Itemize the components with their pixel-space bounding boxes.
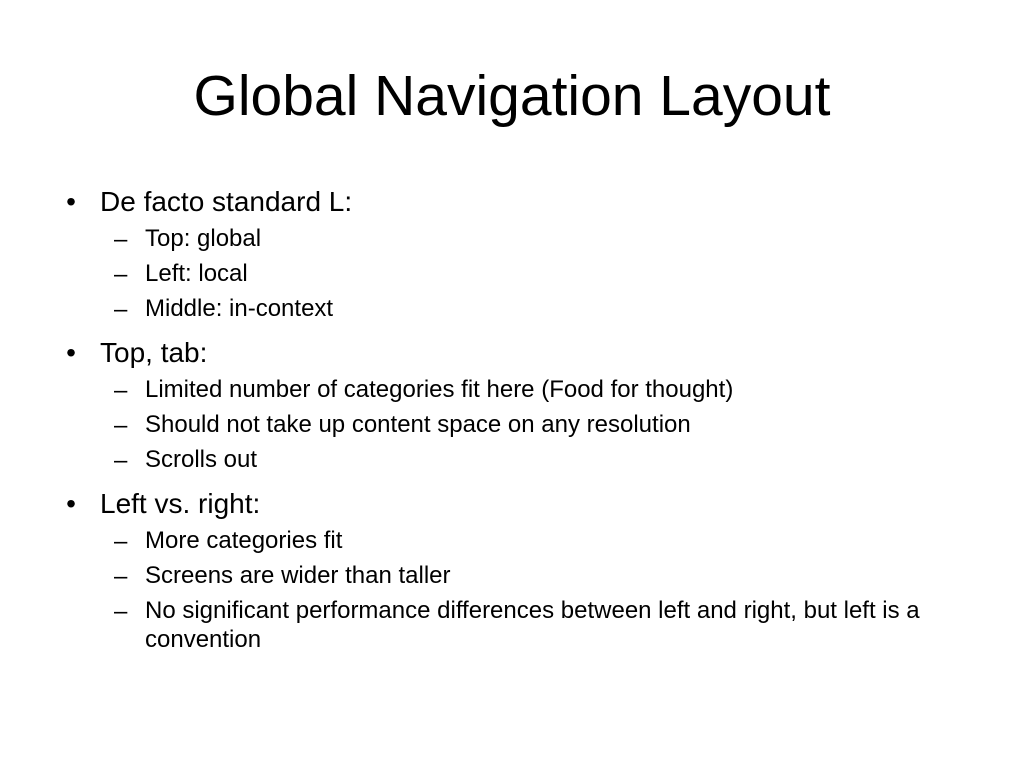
sub-item-text: Scrolls out xyxy=(145,446,258,473)
dash-marker: – xyxy=(114,598,128,625)
sub-item-text: Middle: in-context xyxy=(145,295,334,322)
sub-item-text: Screens are wider than taller xyxy=(145,562,451,589)
bullet-text: Top, tab: xyxy=(100,337,208,368)
sub-item-text: Top: global xyxy=(145,225,262,252)
bullet-marker: • xyxy=(66,337,76,368)
sub-item xyxy=(100,375,956,404)
sub-item xyxy=(100,294,956,323)
bullet-marker: • xyxy=(66,186,76,217)
bullet-item xyxy=(56,484,956,654)
dash-marker: – xyxy=(114,296,128,323)
bullet-text: Left vs. right: xyxy=(100,488,261,519)
sub-list xyxy=(100,375,956,474)
dash-marker: – xyxy=(114,412,128,439)
sub-list xyxy=(100,526,956,654)
sub-item-text: More categories fit xyxy=(145,527,343,554)
sub-item xyxy=(100,596,956,654)
slide-title: Global Navigation Layout xyxy=(193,64,831,128)
sub-item-text: Should not take up content space on any resolution xyxy=(145,411,691,438)
dash-marker: – xyxy=(114,447,128,474)
sub-item xyxy=(100,224,956,253)
bullet-item xyxy=(56,333,956,474)
bullet-list xyxy=(56,182,956,660)
dash-marker: – xyxy=(114,377,128,404)
sub-item xyxy=(100,259,956,288)
sub-item-text: No significant performance differences between left and right, but left is a convention xyxy=(145,597,920,653)
sub-item xyxy=(100,445,956,474)
sub-item-text: Limited number of categories fit here (Food for thought) xyxy=(145,376,734,403)
bullet-text: De facto standard L: xyxy=(100,186,353,217)
sub-item xyxy=(100,561,956,590)
bullet-item xyxy=(56,182,956,323)
sub-list xyxy=(100,224,956,323)
dash-marker: – xyxy=(114,528,128,555)
dash-marker: – xyxy=(114,563,128,590)
dash-marker: – xyxy=(114,226,128,253)
sub-item-text: Left: local xyxy=(145,260,248,287)
sub-item xyxy=(100,410,956,439)
dash-marker: – xyxy=(114,261,128,288)
bullet-marker: • xyxy=(66,488,76,519)
sub-item xyxy=(100,526,956,555)
